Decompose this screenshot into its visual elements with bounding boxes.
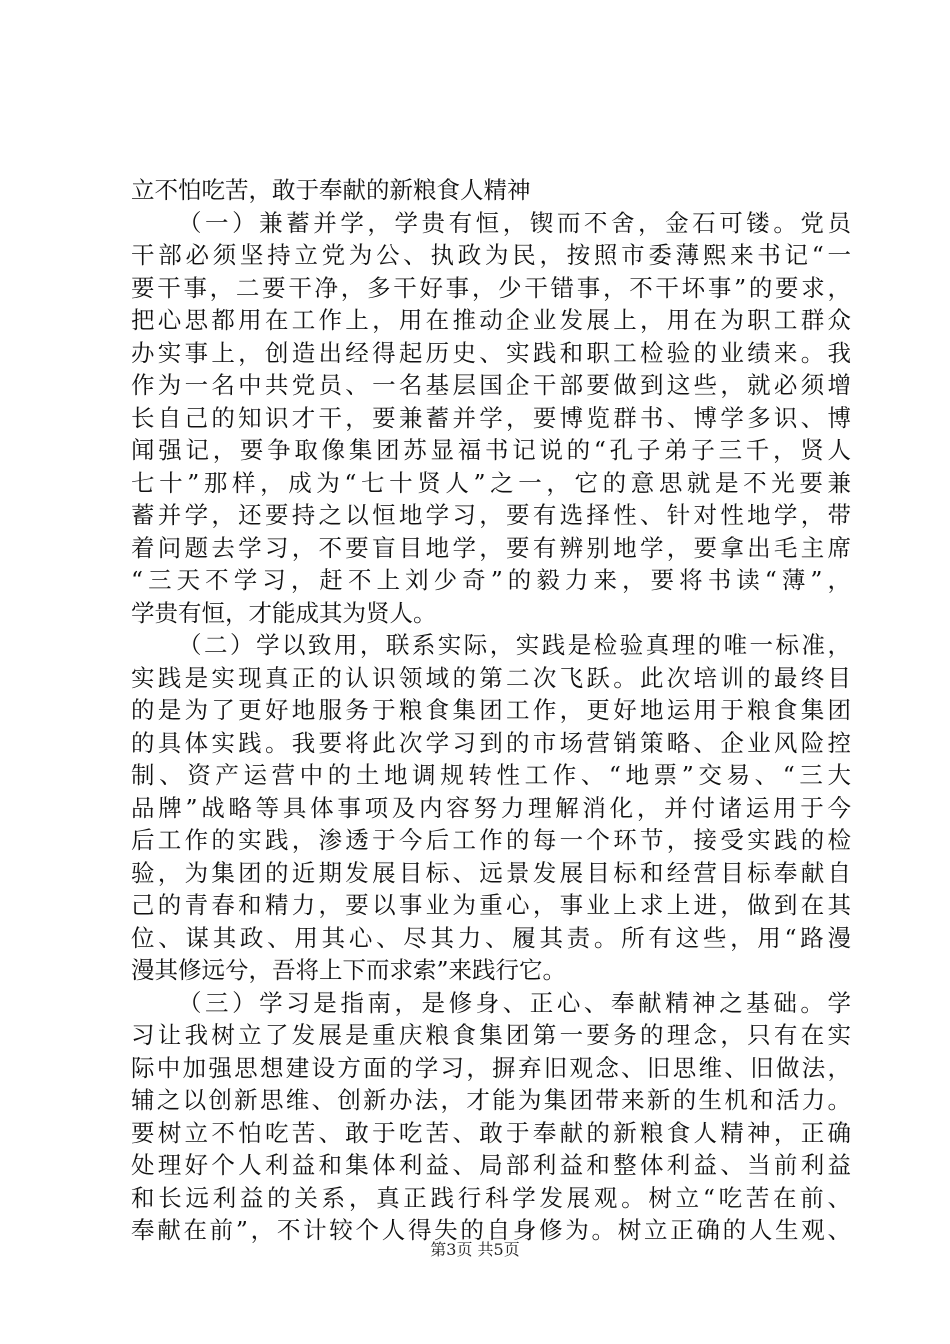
- text-line: 处理好个人利益和集体利益、局部利益和整体利益、当前利益: [131, 1151, 851, 1179]
- text-line: 实践是实现真正的认识领域的第二次飞跃。此次培训的最终目: [131, 663, 851, 692]
- text-line: 奉献在前”，不计较个人得失的自身修为。树立正确的人生观、: [131, 1216, 851, 1244]
- text-line: 着问题去学习，不要盲目地学，要有辨别地学，要拿出毛主席: [131, 533, 851, 562]
- text-line: 立不怕吃苦，敢于奉献的新粮食人精神: [131, 176, 531, 204]
- text-line: 要树立不怕吃苦、敢于吃苦、敢于奉献的新粮食人精神，正确: [131, 1118, 851, 1147]
- body-text: [131, 174, 851, 1247]
- text-line: 和长远利益的关系，真正践行科学发展观。树立“吃苦在前、: [131, 1183, 851, 1212]
- text-line: 长自己的知识才干，要兼蓄并学，要博览群书、博学多识、博: [131, 403, 851, 432]
- page-number-footer: 第3页 共5页: [430, 1240, 520, 1259]
- text-line: 漫其修远兮，吾将上下而求索”来践行它。: [131, 956, 567, 984]
- paragraph-3-start: （三）学习是指南，是修身、正心、奉献精神之基础。学: [178, 988, 851, 1017]
- text-line: 要干事，二要干净，多干好事，少干错事，不干坏事”的要求，: [131, 273, 851, 302]
- text-line: 验，为集团的近期发展目标、远景发展目标和经营目标奉献自: [131, 858, 851, 887]
- text-line: 制、资产运营中的土地调规转性工作、“地票”交易、“三大: [131, 761, 851, 789]
- text-line: 蓄并学，还要持之以恒地学习，要有选择性、针对性地学，带: [131, 501, 851, 529]
- text-line: 位、谋其政、用其心、尽其力、履其责。所有这些，用“路漫: [131, 923, 851, 952]
- paragraph-1-start: （一）兼蓄并学，学贵有恒，锲而不舍，金石可镂。党员: [178, 208, 851, 237]
- text-line: 习让我树立了发展是重庆粮食集团第一要务的理念，只有在实: [131, 1021, 851, 1049]
- text-line: “三天不学习，赶不上刘少奇”的毅力来，要将书读“薄”，: [131, 566, 851, 594]
- text-line: 作为一名中共党员、一名基层国企干部要做到这些，就必须增: [131, 371, 851, 399]
- text-line: 己的青春和精力，要以事业为重心，事业上求上进，做到在其: [131, 891, 851, 919]
- text-line: 闻强记，要争取像集团苏显福书记说的“孔子弟子三千，贤人: [131, 436, 851, 464]
- text-line: 七十”那样，成为“七十贤人”之一，它的意思就是不光要兼: [131, 468, 851, 497]
- text-line: 把心思都用在工作上，用在推动企业发展上，用在为职工群众: [131, 306, 851, 334]
- text-line: 的具体实践。我要将此次学习到的市场营销策略、企业风险控: [131, 728, 851, 757]
- text-line: 后工作的实践，渗透于今后工作的每一个环节，接受实践的检: [131, 826, 851, 854]
- text-line: 际中加强思想建设方面的学习，摒弃旧观念、旧思维、旧做法，: [131, 1053, 851, 1082]
- paragraph-2-start: （二）学以致用，联系实际，实践是检验真理的唯一标准，: [178, 631, 851, 659]
- text-line: 学贵有恒，才能成其为贤人。: [131, 598, 437, 627]
- text-line: 辅之以创新思维、创新办法，才能为集团带来新的生机和活力。: [131, 1086, 851, 1114]
- text-line: 的是为了更好地服务于粮食集团工作，更好地运用于粮食集团: [131, 696, 851, 724]
- text-line: 干部必须坚持立党为公、执政为民，按照市委薄熙来书记“一: [131, 241, 851, 269]
- text-line: 品牌”战略等具体事项及内容努力理解消化，并付诸运用于今: [131, 793, 851, 822]
- text-line: 办实事上，创造出经得起历史、实践和职工检验的业绩来。我: [131, 338, 851, 367]
